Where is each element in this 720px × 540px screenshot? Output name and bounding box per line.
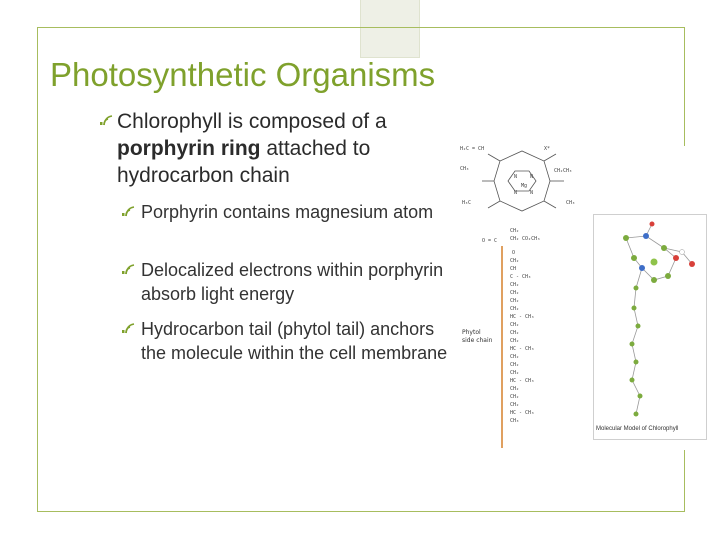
svg-text:CH₂: CH₂ [510, 322, 520, 328]
svg-text:HC - CH₃: HC - CH₃ [510, 410, 535, 416]
main-bullet-text-b: attached to hydrocarbon chain [117, 137, 371, 187]
signal-bullet-icon [121, 322, 137, 334]
svg-text:O: O [512, 250, 516, 256]
svg-text:N: N [514, 174, 518, 180]
mg-label: Mg [521, 183, 528, 189]
svg-text:CH₂: CH₂ [510, 306, 520, 312]
molecular-model-image [596, 218, 704, 422]
svg-text:CH₂: CH₂ [510, 330, 520, 336]
svg-text:CH₂: CH₂ [510, 386, 520, 392]
svg-text:HC - CH₃: HC - CH₃ [510, 346, 535, 352]
main-bullet-bold: porphyrin ring [117, 137, 261, 160]
signal-bullet-icon [121, 205, 137, 217]
signal-bullet-icon [99, 114, 115, 126]
svg-text:CH₂: CH₂ [510, 298, 520, 304]
atom-spheres [623, 222, 695, 417]
svg-text:N: N [530, 190, 534, 196]
phytol-chain-text [510, 250, 534, 424]
svg-text:CH₂: CH₂ [510, 362, 520, 368]
svg-text:CH₂: CH₂ [510, 338, 520, 344]
svg-text:CH₂: CH₂ [510, 402, 520, 408]
sub-bullet-text: Porphyrin contains magnesium atom [141, 202, 434, 222]
sub-bullet-3 [141, 317, 461, 365]
svg-text:CH₂: CH₂ [510, 354, 520, 360]
svg-text:C - CH₃: C - CH₃ [510, 274, 532, 280]
svg-text:CH₂ CO₂CH₃: CH₂ CO₂CH₃ [510, 236, 541, 242]
svg-text:H₂C = CH: H₂C = CH [460, 146, 485, 152]
svg-text:CH₂: CH₂ [510, 228, 520, 234]
porphyrin-ring-drawing [482, 151, 564, 211]
model-caption: Molecular Model of Chlorophyll [596, 426, 679, 432]
sub-bullet-1 [141, 200, 461, 224]
svg-text:CH₂: CH₂ [510, 290, 520, 296]
svg-text:CH₂: CH₂ [510, 370, 520, 376]
svg-text:N: N [514, 190, 518, 196]
sub-bullet-text: Delocalized electrons within porphyrin absorb light energy [141, 260, 444, 304]
svg-text:CH₂: CH₂ [510, 282, 520, 288]
svg-text:CH: CH [510, 266, 517, 272]
svg-text:CH₂: CH₂ [510, 394, 520, 400]
svg-text:HC - CH₃: HC - CH₃ [510, 314, 535, 320]
sub-bullet-2 [141, 258, 461, 306]
phytol-label-2: side chain [462, 337, 493, 344]
chlorophyll-structure-diagram [460, 136, 600, 456]
svg-text:CH₃: CH₃ [510, 418, 520, 424]
svg-text:H₃C: H₃C [462, 200, 472, 206]
main-bullet-text-a: Chlorophyll is composed of a [117, 110, 387, 133]
svg-text:CH₃: CH₃ [566, 200, 576, 206]
main-bullet [117, 108, 462, 189]
svg-text:CH₃: CH₃ [460, 166, 470, 172]
svg-text:N: N [530, 174, 534, 180]
phytol-label-1: Phytol [462, 329, 481, 336]
svg-text:X*: X* [544, 146, 551, 152]
svg-text:O = C: O = C [482, 238, 498, 244]
slide-title: Photosynthetic Organisms [50, 56, 436, 93]
signal-bullet-icon [121, 263, 137, 275]
svg-text:HC - CH₃: HC - CH₃ [510, 378, 535, 384]
svg-text:CH₂CH₃: CH₂CH₃ [554, 168, 573, 174]
svg-text:CH₂: CH₂ [510, 258, 520, 264]
sub-bullet-text: Hydrocarbon tail (phytol tail) anchors the molecule within the cell membrane [141, 319, 448, 363]
